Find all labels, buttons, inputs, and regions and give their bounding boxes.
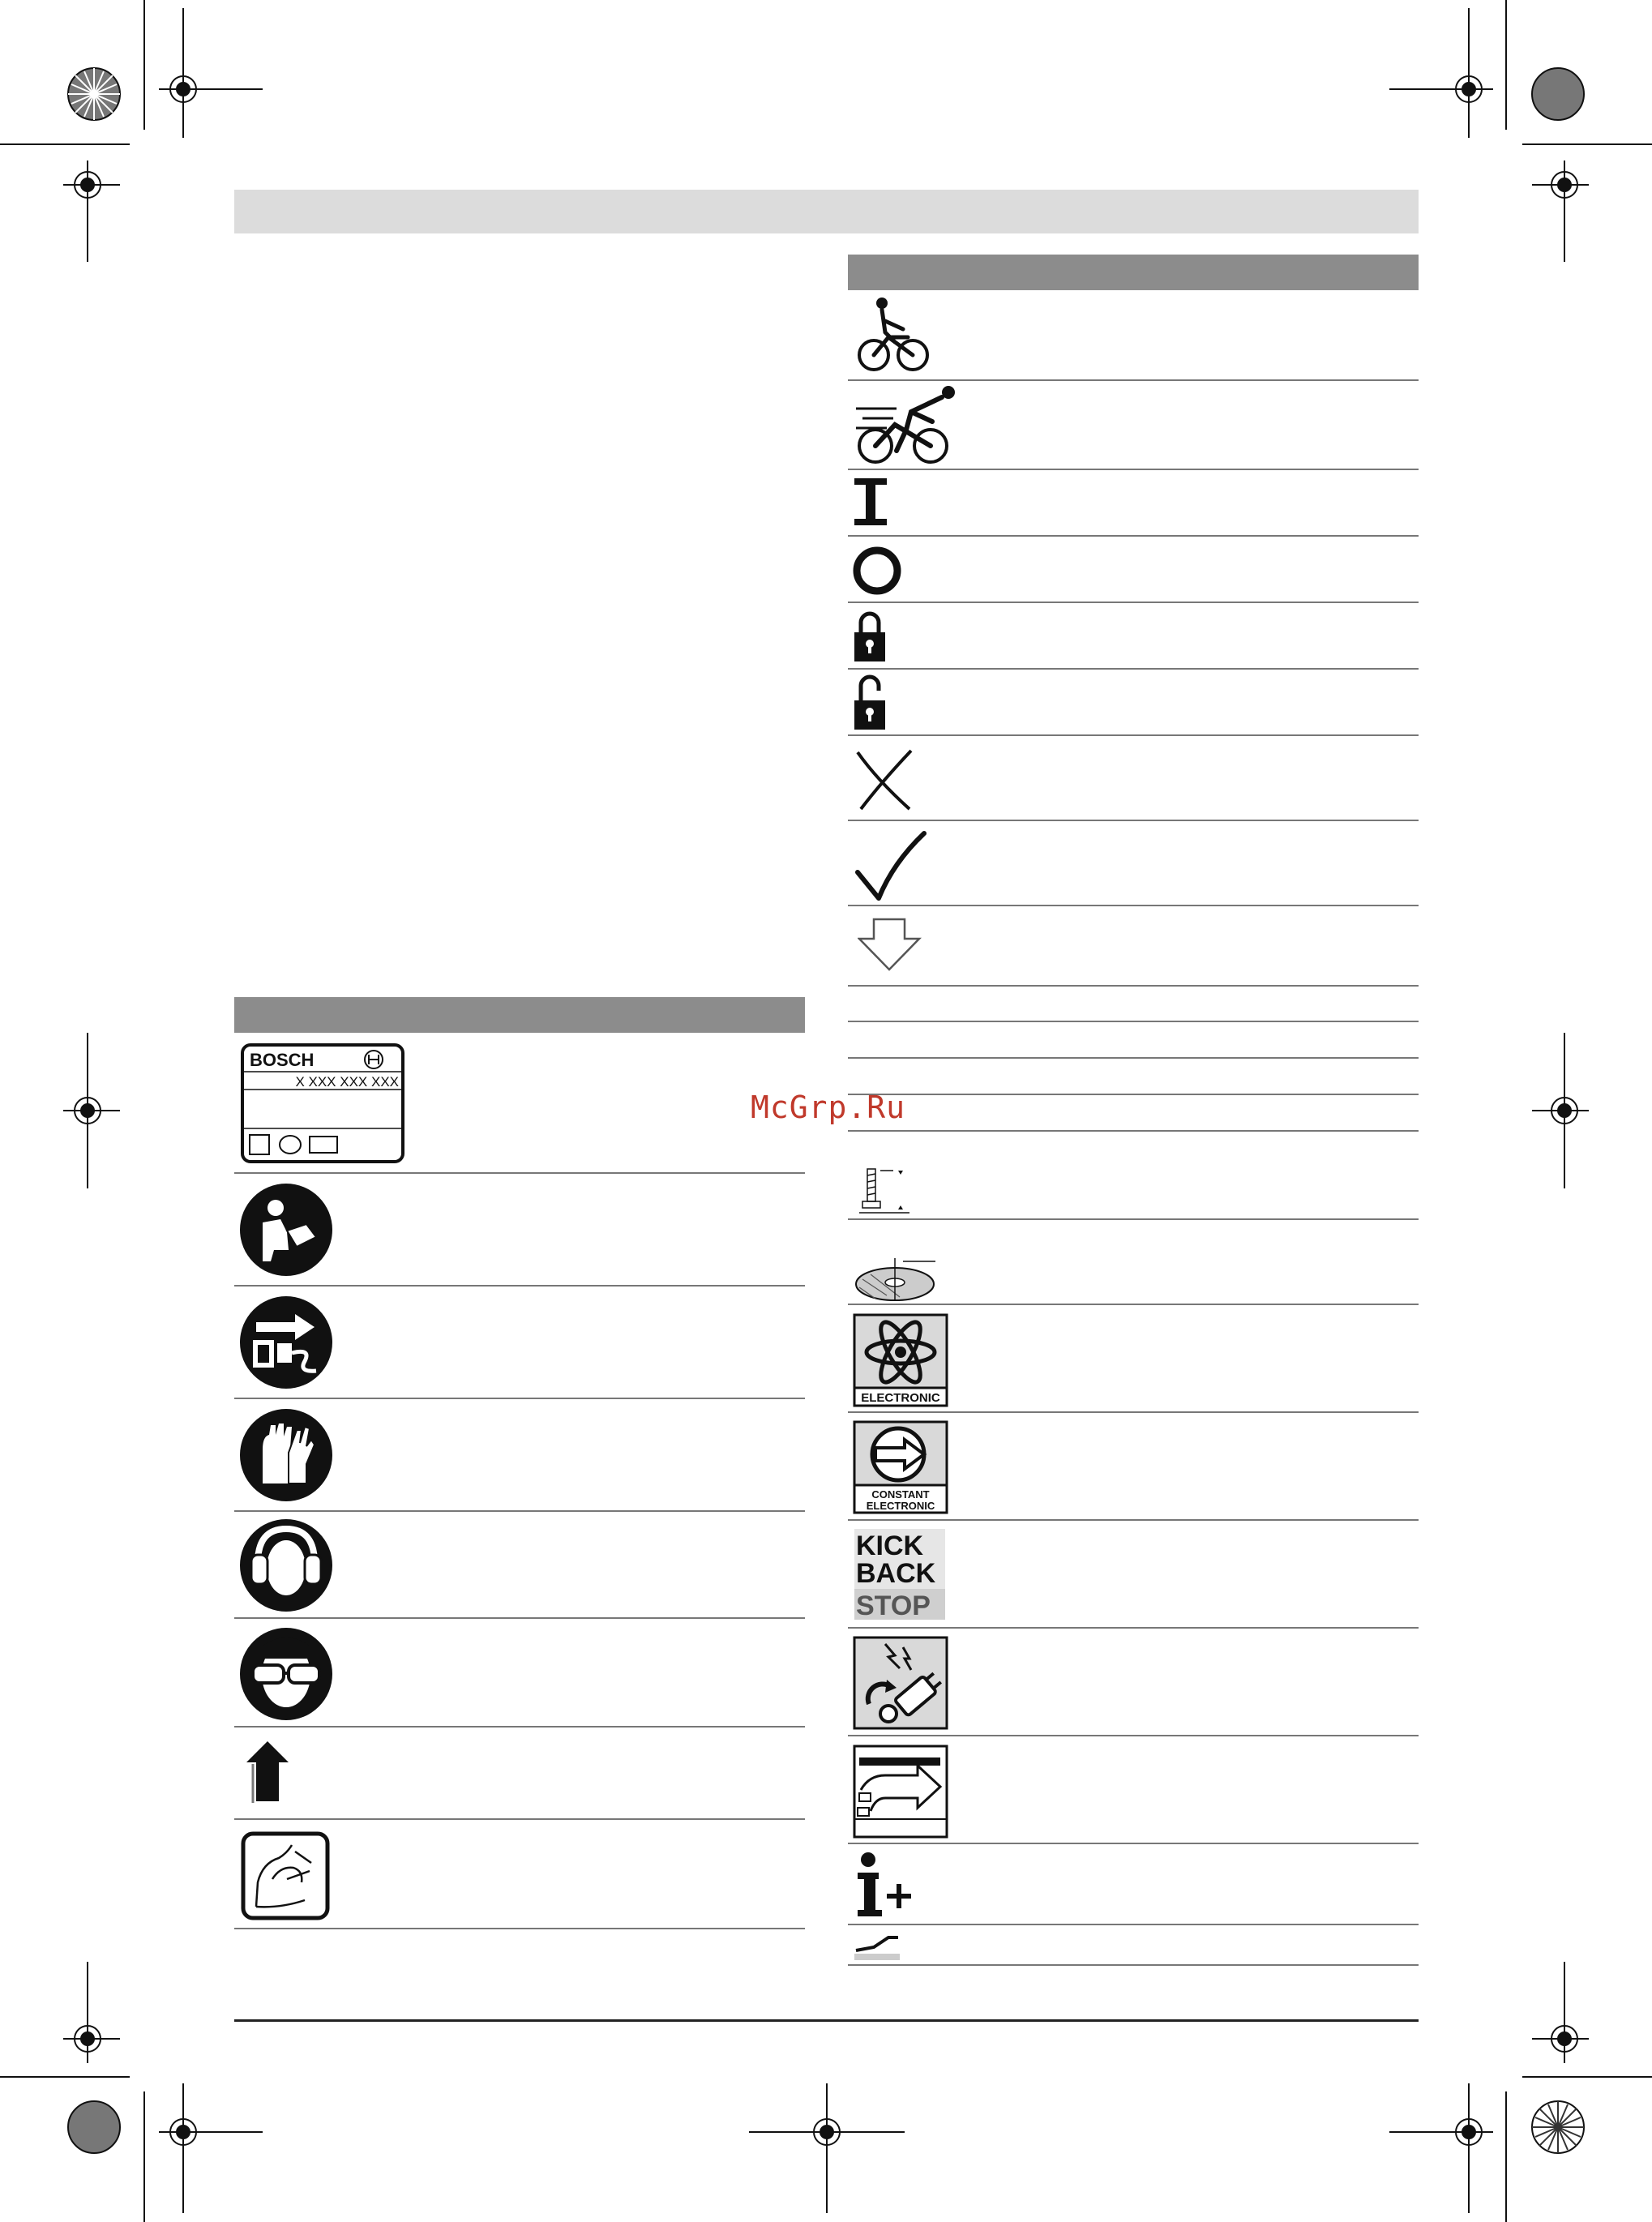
eye-protection-icon xyxy=(238,1626,334,1722)
switch-on-icon xyxy=(853,477,890,529)
electronic-label: ELECTRONIC xyxy=(861,1391,940,1405)
back-label: BACK xyxy=(856,1558,936,1589)
read-manual-icon xyxy=(238,1182,334,1278)
bicycle-fast-icon xyxy=(854,384,958,465)
footer-rule xyxy=(234,2019,1419,2022)
constant-label-line2: ELECTRONIC xyxy=(866,1500,935,1512)
strength-icon xyxy=(240,1830,331,1921)
kick-label: KICK xyxy=(856,1531,924,1561)
gloves-icon xyxy=(238,1407,334,1503)
ramp-icon xyxy=(853,1931,901,1962)
left-column-header xyxy=(234,997,805,1033)
info-plus-icon xyxy=(854,1852,919,1921)
stop-label: STOP xyxy=(856,1591,931,1621)
nameplate-icon xyxy=(240,1042,405,1164)
right-column-header xyxy=(848,255,1419,290)
watermark-text: McGrp.Ru xyxy=(751,1090,906,1125)
switch-off-icon xyxy=(853,545,905,597)
direction-arrow-icon xyxy=(243,1740,292,1805)
nameplate-number: X XXX XXX XXX xyxy=(295,1074,399,1090)
nameplate-brand: BOSCH xyxy=(250,1050,315,1070)
dust-extraction-icon xyxy=(853,1745,950,1840)
forbidden-x-icon xyxy=(853,747,918,812)
bicycle-slow-icon xyxy=(854,297,932,375)
constant-label-line1: CONSTANT xyxy=(871,1488,930,1501)
unplug-icon xyxy=(238,1295,334,1390)
restart-protection-icon xyxy=(853,1636,950,1732)
electronic-icon xyxy=(853,1313,950,1409)
ear-protection-icon xyxy=(238,1518,334,1613)
kickback-stop-icon xyxy=(853,1527,950,1623)
unlock-icon xyxy=(853,674,888,733)
thread-dimension-icon xyxy=(856,1166,913,1219)
disc-diameter-icon xyxy=(854,1255,939,1304)
lock-icon xyxy=(853,608,888,665)
allowed-check-icon xyxy=(854,830,927,903)
constant-electronic-icon xyxy=(853,1420,950,1516)
down-arrow-icon xyxy=(858,916,922,973)
